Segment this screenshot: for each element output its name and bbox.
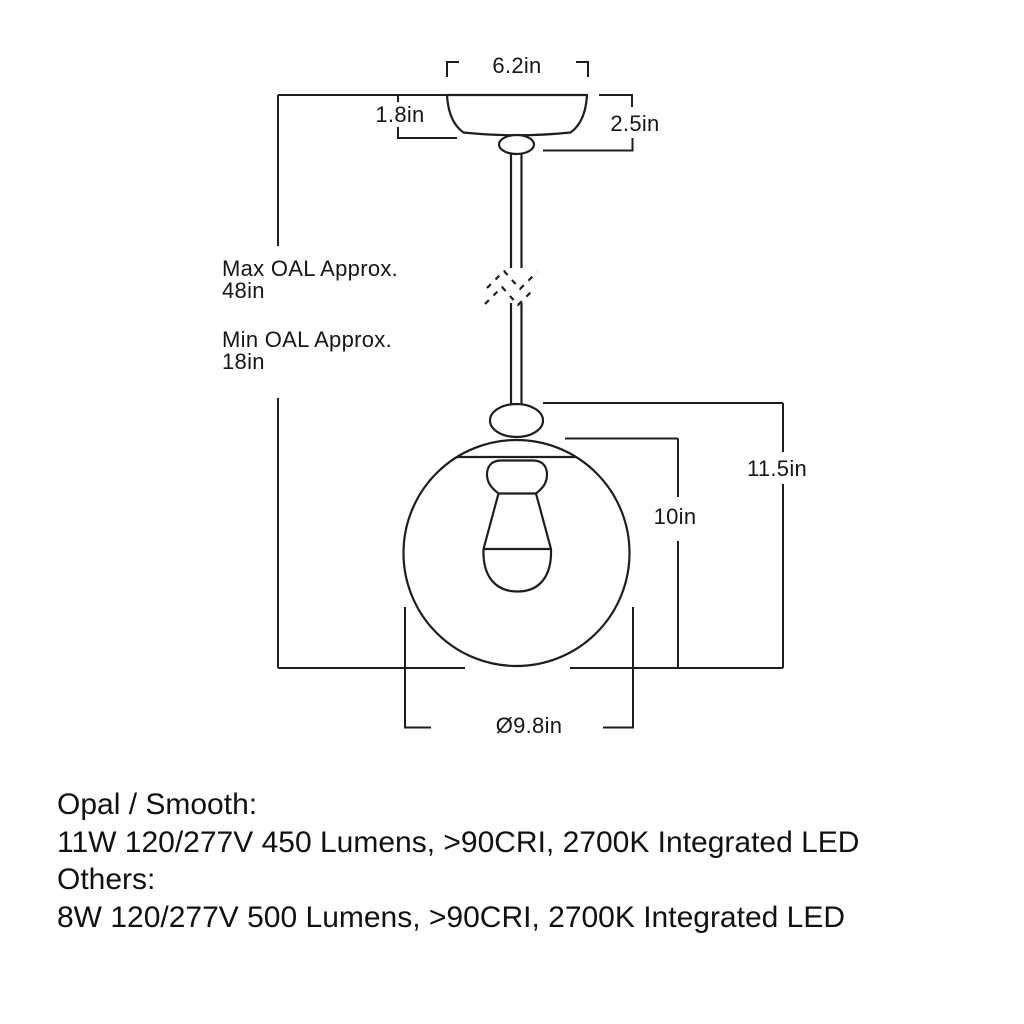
label-min-oal-value: 18in (222, 349, 265, 374)
label-max-oal-title: Max OAL Approx. (222, 256, 399, 281)
dim-canopy-height-bottom-bracket (398, 127, 457, 138)
spec-line-opal-detail: 11W 120/277V 450 Lumens, >90CRI, 2700K Integrated LED (57, 825, 860, 859)
dim-canopy-drop-bottom-bracket (543, 138, 633, 151)
globe-shade (404, 440, 630, 666)
dim-canopy-width-left-bracket (447, 62, 459, 77)
dim-canopy-drop-top-bracket (599, 95, 632, 107)
label-max-oal-value: 48in (222, 278, 265, 303)
break-symbol-lower (485, 287, 535, 305)
spec-line-opal-heading: Opal / Smooth: (57, 788, 258, 821)
label-canopy-drop: 2.5in (610, 111, 660, 136)
canopy-shape (447, 95, 587, 135)
bulb-dome (483, 549, 551, 592)
label-canopy-width: 6.2in (492, 53, 542, 78)
dim-canopy-width-right-bracket (576, 62, 588, 77)
break-symbol-upper (487, 271, 537, 289)
bulb-socket (487, 461, 547, 494)
dimension-lines (278, 62, 783, 728)
label-globe-diameter: Ø9.8in (495, 713, 563, 738)
label-canopy-height: 1.8in (375, 102, 425, 127)
bulb-neck (484, 494, 552, 550)
canopy-ball (499, 135, 534, 154)
spec-line-others-heading: Others: (57, 863, 156, 897)
spec-line-others-detail: 8W 120/277V 500 Lumens, >90CRI, 2700K Integrated LED (57, 900, 846, 934)
socket-ball (490, 404, 543, 437)
label-min-oal-title: Min OAL Approx. (222, 327, 392, 352)
dimension-labels (222, 53, 807, 738)
label-globe-height: 10in (653, 504, 697, 529)
label-shade-overall-height: 11.5in (746, 456, 808, 481)
stem-rod (511, 153, 522, 405)
spec-text-block (57, 786, 859, 936)
fixture-drawing (404, 95, 630, 666)
